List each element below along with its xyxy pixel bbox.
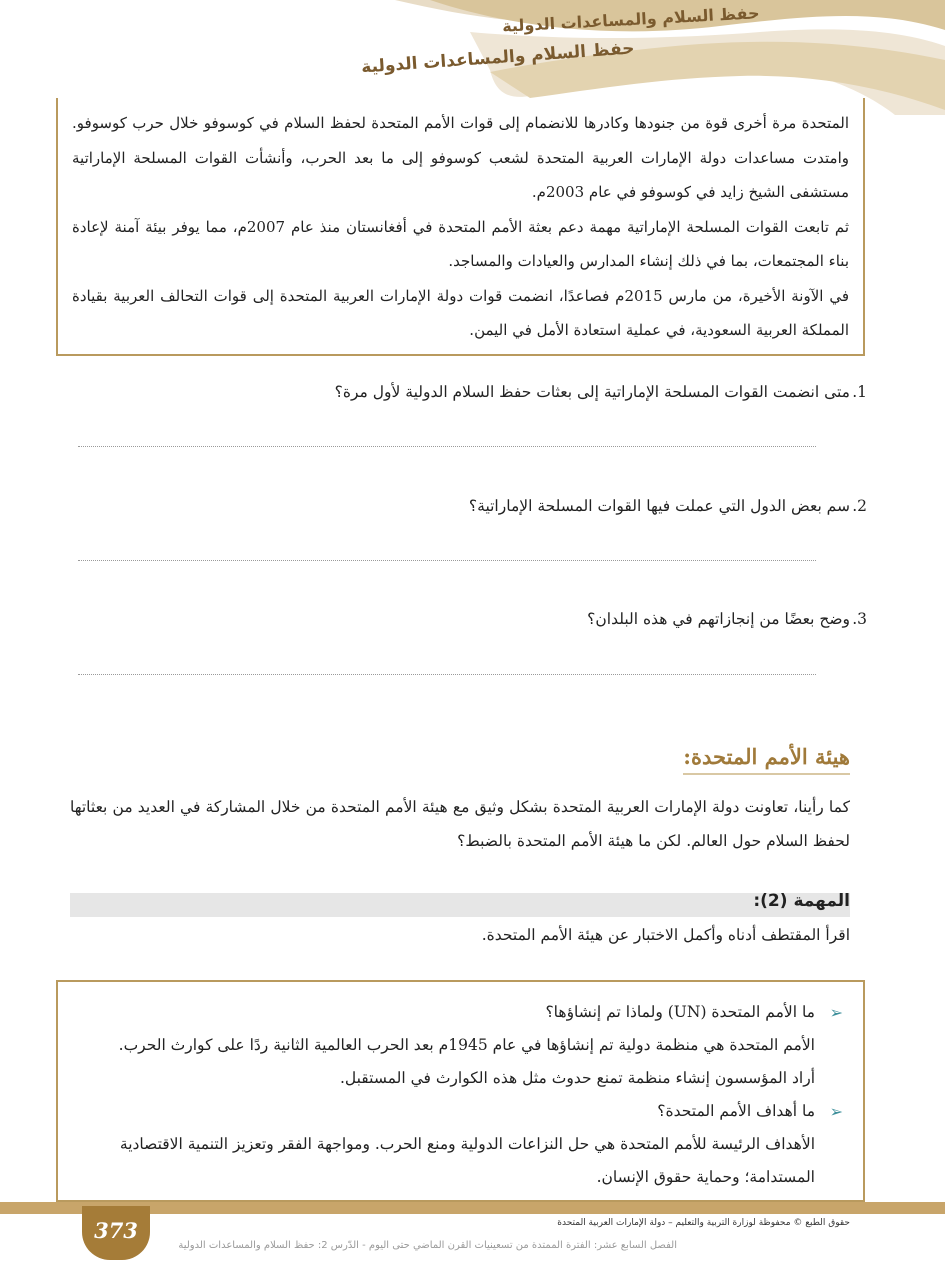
section-text: كما رأينا، تعاونت دولة الإمارات العربية المتحدة بشكل وثيق مع هيئة الأمم المتحدة من خلال المشاركة في العديد من بعثاتها لحفظ السلام حول العالم. لكن ما هيئة الأمم المتحدة بالضبط؟	[70, 798, 850, 850]
answer-line-2[interactable]	[78, 560, 816, 561]
question-3-number: 3.	[852, 610, 867, 628]
reading-box	[56, 98, 865, 356]
excerpt-answer-1-line-2: أراد المؤسسون إنشاء منظمة تمنع حدوث مثل هذه الكوارث في المستقبل.	[339, 1069, 815, 1087]
question-2: سم بعض الدول التي عملت فيها القوات المسلحة الإماراتية؟	[468, 497, 850, 515]
answer-line-3[interactable]	[78, 674, 816, 675]
excerpt-box	[56, 980, 865, 1202]
footer-chapter-text: الفصل السابع عشر: الفترة الممتدة من تسعينيات القرن الماضي حتى اليوم - الدّرس 2: حفظ السلام والمساعدات الدولية	[178, 1240, 677, 1251]
excerpt-question-2	[78, 1095, 843, 1128]
header-subtitle: حفظ السلام والمساعدات الدولية	[360, 38, 636, 78]
bullet-arrow-icon: ➢	[829, 1003, 843, 1022]
reading-paragraph-2: ثم تابعت القوات المسلحة الإماراتية مهمة دعم بعثة الأمم المتحدة في أفغانستان منذ عام 2007م، مما يوفر بيئة آمنة لإعادة بناء المجتمعات، بما في ذلك إنشاء المدارس والعيادات والمساجد.	[72, 217, 849, 270]
task-bar	[70, 893, 850, 917]
question-1-number: 1.	[852, 383, 867, 401]
section-title: هيئة الأمم المتحدة:	[683, 744, 850, 775]
bullet-arrow-icon: ➢	[829, 1102, 843, 1121]
excerpt-question-1-text: ما الأمم المتحدة (UN) ولماذا تم إنشاؤها؟	[545, 1003, 815, 1021]
excerpt-answer-1-line-1: الأمم المتحدة هي منظمة دولية تم إنشاؤها في عام 1945م بعد الحرب العالمية الثانية ردًا على كوارث الحرب.	[118, 1036, 815, 1054]
question-1: متى انضمت القوات المسلحة الإماراتية إلى بعثات حفظ السلام الدولية لأول مرة؟	[334, 383, 850, 401]
reading-paragraph-1: المتحدة مرة أخرى قوة من جنودها وكادرها للانضمام إلى قوات الأمم المتحدة لحفظ السلام في كوسوفو خلال حرب كوسوفو. وامتدت مساعدات دولة الإمارات العربية المتحدة لشعب كوسوفو إلى ما بعد الحرب، وأنشأت القوات المسلحة الإماراتية مستشفى الشيخ زايد في كوسوفو في عام 2003م.	[72, 114, 849, 201]
page-number: 373	[94, 1218, 138, 1243]
header-title: حفظ السلام والمساعدات الدولية	[502, 3, 761, 36]
excerpt-answer-2: الأهداف الرئيسة للأمم المتحدة هي حل النزاعات الدولية ومنع الحرب. ومواجهة الفقر وتعزيز التنمية الاقتصادية المستدامة؛ وحماية حقوق الإنسان.	[119, 1135, 815, 1186]
answer-line-1[interactable]	[78, 446, 816, 447]
question-3: وضح بعضًا من إنجازاتهم في هذه البلدان؟	[587, 610, 850, 628]
copyright-text: حقوق الطبع © محفوظة لوزارة التربية والتعليم – دولة الإمارات العربية المتحدة	[557, 1218, 850, 1228]
task-title: المهمة (2):	[753, 891, 850, 911]
question-2-number: 2.	[852, 497, 867, 515]
excerpt-question-1	[78, 996, 843, 1029]
task-instruction: اقرأ المقتطف أدناه وأكمل الاختبار عن هيئة الأمم المتحدة.	[481, 926, 850, 944]
excerpt-question-2-text: ما أهداف الأمم المتحدة؟	[657, 1102, 815, 1120]
reading-paragraph-3: في الآونة الأخيرة، من مارس 2015م فصاعدًا، انضمت قوات دولة الإمارات العربية المتحدة إلى قوات التحالف العربية بقيادة المملكة العربية السعودية، في عملية استعادة الأمل في اليمن.	[72, 286, 849, 339]
